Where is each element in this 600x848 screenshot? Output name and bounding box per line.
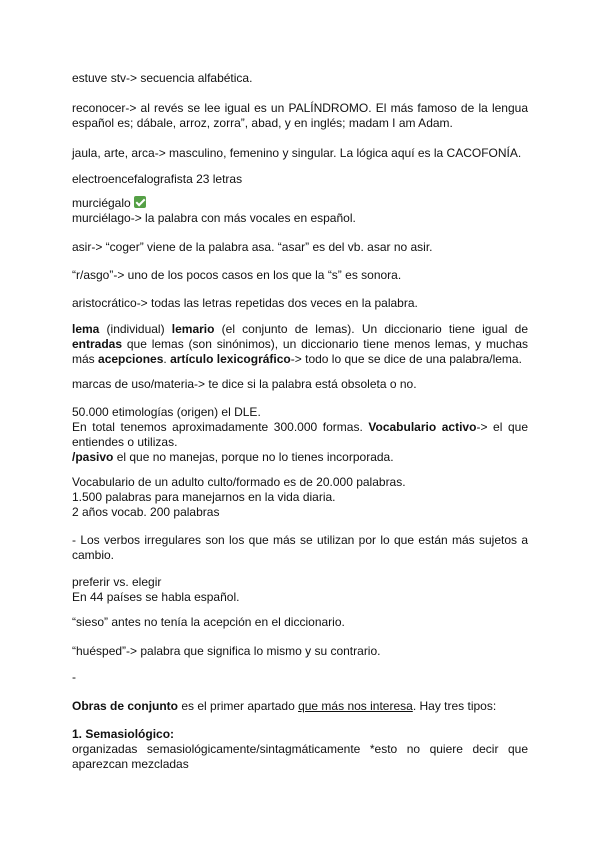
note-cacofonia: jaula, arte, arca-> masculino, femenino y singular. La lógica aquí es la CACOFONÍA. [72, 146, 522, 160]
note-palindromo: reconocer-> al revés se lee igual es un PALÍNDROMO. El más famoso de la lengua español es; dábale, arroz, zorra”, abad, y en inglés; madam I am Adam. [72, 101, 528, 130]
obras-text-1: es el primer apartado [178, 699, 299, 713]
acepciones-term: acepciones [98, 352, 164, 366]
slash-text: / [72, 450, 76, 464]
lema-text-4: . [163, 352, 171, 366]
etimologias-line: 50.000 etimologías (origen) el DLE. [72, 405, 261, 419]
entradas-term: entradas [72, 337, 123, 351]
pasivo-term: pasivo [75, 450, 114, 464]
lema-text-2: (el conjunto de lemas). Un diccionario tiene igual de [214, 322, 529, 336]
note-stv: estuve stv-> secuencia alfabética. [72, 71, 253, 85]
note-etimologias [72, 405, 528, 465]
vocabulario-activo-term: Vocabulario activo [368, 420, 477, 434]
note-asir: asir-> “coger” viene de la palabra asa. “asar” es del vb. asar no asir. [72, 240, 433, 254]
lema-text-1: (individual) [99, 322, 172, 336]
semasiologico-heading: 1. Semasiológico: [72, 727, 175, 741]
semasiologico-text: organizadas semasiológicamente/sintagmáticamente *esto no quiere decir que aparezcan mezcladas [72, 742, 528, 771]
underlined-phrase: que más nos interesa [298, 699, 413, 713]
vocabulario-diario-line: 1.500 palabras para manejarnos en la vida diaria. [72, 490, 336, 504]
articulo-lexicografico-term: artículo lexicográfico [170, 352, 291, 366]
obras-de-conjunto-term: Obras de conjunto [72, 699, 179, 713]
obras-text-2: . Hay tres tipos: [412, 699, 497, 713]
section-semasiologico [72, 727, 528, 772]
note-huesped: “huésped”-> palabra que significa lo mismo y su contrario. [72, 644, 381, 658]
note-sieso: “sieso” antes no tenía la acepción en el diccionario. [72, 615, 345, 629]
note-murcielago: murciélago-> la palabra con más vocales en español. [72, 211, 356, 225]
preferir-line: preferir vs. elegir [72, 575, 162, 589]
formas-text: En total tenemos aproximadamente 300.000 formas. [72, 420, 369, 434]
lema-term: lema [72, 322, 100, 336]
lemario-term: lemario [171, 322, 215, 336]
note-lema [72, 322, 528, 367]
pasivo-text: el que no manejas, porque no lo tienes incorporada. [113, 450, 394, 464]
note-rasgo: “r/asgo”-> uno de los pocos casos en los que la “s” es sonora. [72, 268, 402, 282]
note-obras-de-conjunto [72, 699, 528, 714]
note-vocabulario-adulto [72, 475, 528, 520]
activo-text: -> el que entiendes o utilizas. [72, 420, 529, 449]
lema-text-3: que lemas (son sinónimos), un diccionario tiene menos lemas, y muchas más [72, 337, 528, 366]
paises-line: En 44 países se habla español. [72, 590, 240, 604]
note-aristocratico: aristocrático-> todas las letras repetidas dos veces en la palabra. [72, 296, 418, 310]
vocabulario-adulto-line: Vocabulario de un adulto culto/formado es de 20.000 palabras. [72, 475, 406, 489]
note-verbos-irregulares: - Los verbos irregulares son los que más se utilizan por lo que están más sujetos a cambio. [72, 533, 528, 562]
vocabulario-activo-pasivo [72, 420, 528, 465]
note-murciegalo [72, 196, 528, 211]
note-electroencefalografista: electroencefalografista 23 letras [72, 172, 243, 186]
vocabulario-dos-anos-line: 2 años vocab. 200 palabras [72, 505, 220, 519]
lema-text-5: -> todo lo que se dice de una palabra/lema. [290, 352, 522, 366]
note-preferir-elegir [72, 575, 528, 605]
note-marcas-de-uso: marcas de uso/materia-> te dice si la palabra está obsoleta o no. [72, 377, 417, 391]
separator-dash: - [72, 670, 76, 684]
murciegalo-text: murciégalo [72, 196, 131, 210]
check-mark-icon [134, 196, 146, 208]
